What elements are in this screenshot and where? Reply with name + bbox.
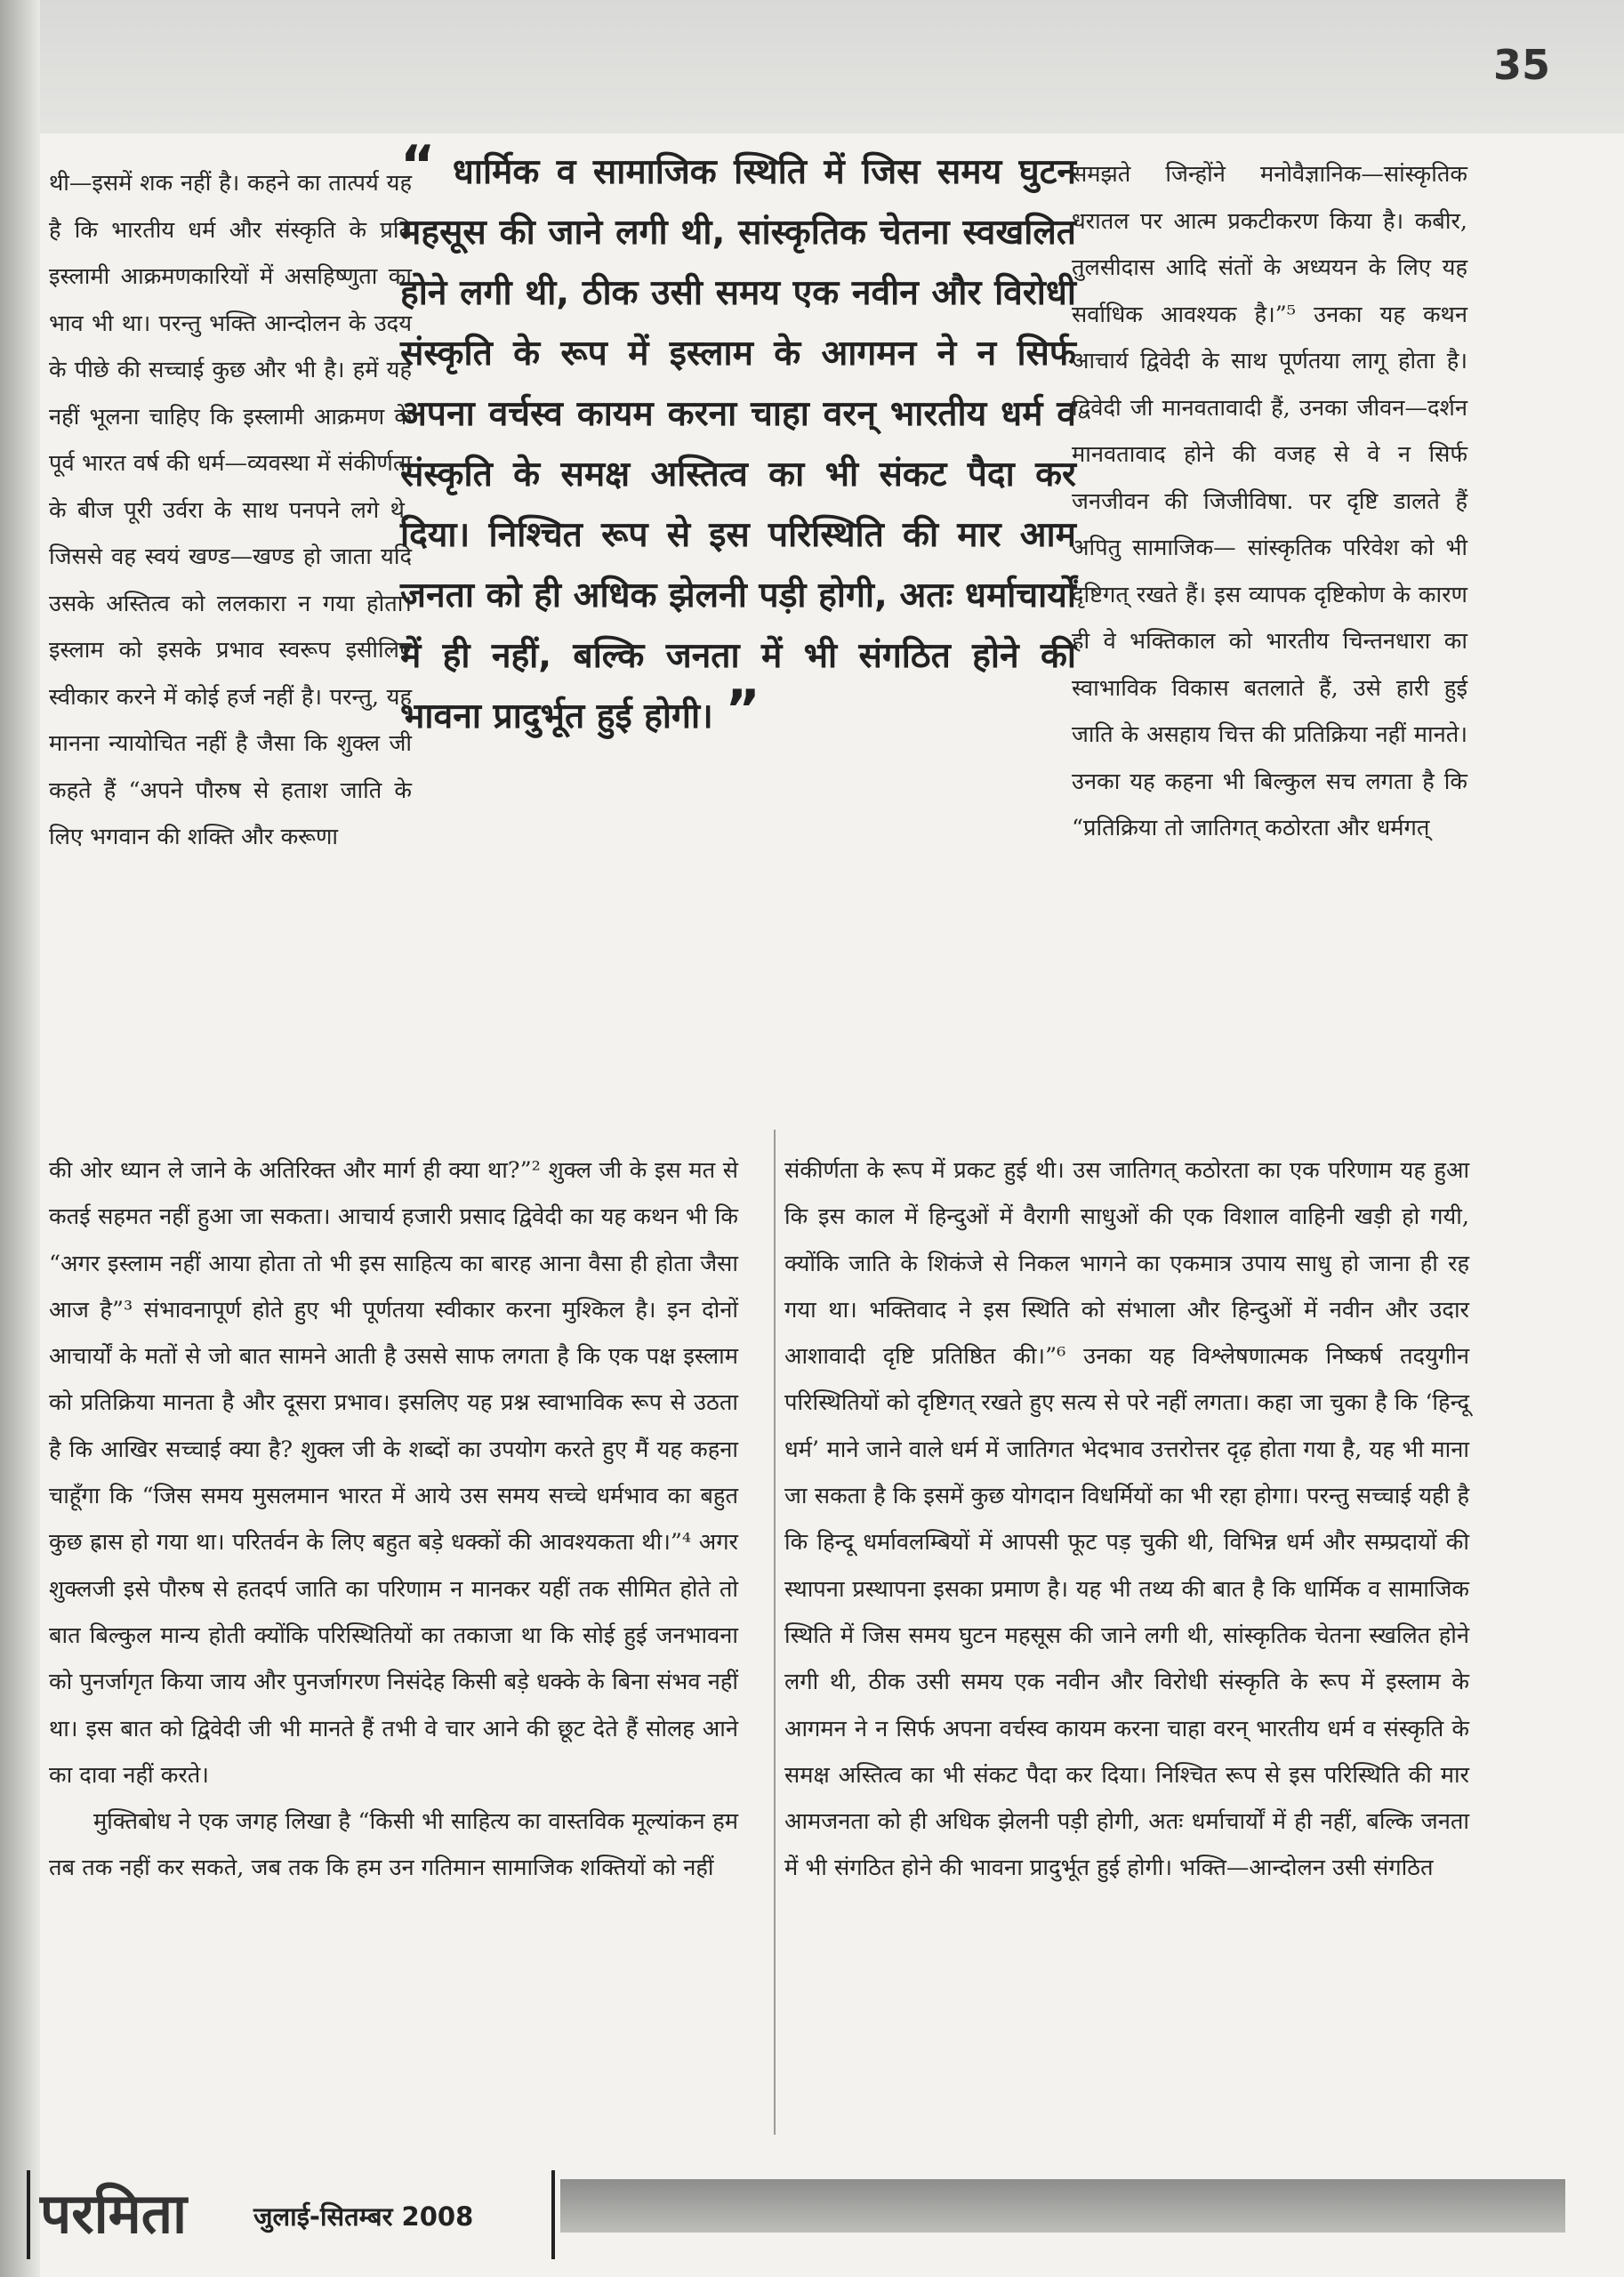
close-quote-icon: ” xyxy=(725,679,760,741)
column-left-bottom xyxy=(49,1147,738,1892)
footer-divider xyxy=(27,2170,30,2259)
column-divider xyxy=(774,1130,776,2135)
paragraph: की ओर ध्यान ले जाने के अतिरिक्त और मार्ग ही क्या था?”² शुक्ल जी के इस मत से कतई सहमत नहीं हुआ जा सकता। आचार्य हजारी प्रसाद द्विवेदी का यह कथन भी कि “अगर इस्लाम नहीं आया होता तो भी इस साहित्य का बारह आना वैसा ही होता जैसा आज है”³ संभावनापूर्ण होते हुए भी पूर्णतया स्वीकार करना मुश्किल है। इन दोनों आचार्यों के मतों से जो बात सामने आती है उससे साफ लगता है कि एक पक्ष इस्लाम को प्रतिक्रिया मानता है और दूसरा प्रभाव। इसलिए यह प्रश्न स्वाभाविक रूप से उठता है कि आखिर सच्चाई क्या है? शुक्ल जी के शब्दों का उपयोग करते हुए मैं यह कहना चाहूँगा कि “जिस समय मुसलमान भारत में आये उस समय सच्चे धर्मभाव का बहुत कुछ ह्रास हो गया था। परितर्वन के लिए बहुत बड़े धक्कों की आवश्यकता थी।”⁴ अगर शुक्लजी इसे पौरुष से हतदर्प जाति का परिणाम न मानकर यहीं तक सीमित होते तो बात बिल्कुल मान्य होती क्योंकि परिस्थितियों का तकाजा था कि सोई हुई जनभावना को पुनर्जागृत किया जाय और पुनर्जागरण निसंदेह किसी बड़े धक्के के बिना संभव नहीं था। इस बात को द्विवेदी जी भी मानते हैं तभी वे चार आने की छूट देते हैं सोलह आने का दावा नहीं करते। xyxy=(49,1157,738,1789)
open-quote-icon: “ xyxy=(400,134,436,197)
paragraph: मुक्तिबोध ने एक जगह लिखा है “किसी भी साहित्य का वास्तविक मूल्यांकन हम तब तक नहीं कर सकते, जब तक कि हम उन गतिमान सामाजिक शक्तियों को नहीं xyxy=(49,1808,738,1882)
page-number: 35 xyxy=(1492,41,1550,89)
column-right-bottom xyxy=(784,1147,1469,1892)
paragraph: संकीर्णता के रूप में प्रकट हुई थी। उस जातिगत् कठोरता का एक परिणाम यह हुआ कि इस काल में हिन्दुओं में वैरागी साधुओं की एक विशाल वाहिनी खड़ी हो गयी, क्योंकि जाति के शिकंजे से निकल भागने का एकमात्र उपाय साधु हो जाना ही रह गया था। भक्तिवाद ने इस स्थिति को संभाला और हिन्दुओं में नवीन और उदार आशावादी दृष्टि प्रतिष्ठित की।”⁶ उनका यह विश्लेषणात्मक निष्कर्ष तदयुगीन परिस्थितियों को दृष्टिगत् रखते हुए सत्य से परे नहीं लगता। कहा जा चुका है कि ‘हिन्दू धर्म’ माने जाने वाले धर्म में जातिगत भेदभाव उत्तरोत्तर दृढ़ होता गया है, यह भी माना जा सकता है कि इसमें कुछ योगदान विधर्मियों का भी रहा होगा। परन्तु सच्चाई यही है कि हिन्दू धर्मावलम्बियों में आपसी फूट पड़ चुकी थी, विभिन्न धर्म और सम्प्रदायों की स्थापना प्रस्थापना इसका प्रमाण है। यह भी तथ्य की बात है कि धार्मिक व सामाजिक स्थिति में जिस समय घुटन महसूस की जाने लगी थी, सांस्कृतिक चेतना स्खलित होने लगी थी, ठीक उसी समय एक नवीन और विरोधी संस्कृति के रूप में इस्लाम के आगमन ने न सिर्फ अपना वर्चस्व कायम करना चाहा वरन् भारतीय धर्म व संस्कृति के समक्ष अस्तित्व का भी संकट पैदा कर दिया। निश्चित रूप से इस परिस्थिति की मार आमजनता को ही अधिक झेलनी पड़ी होगी, अतः धर्माचार्यों में ही नहीं, बल्कि जनता में भी संगठित होने की भावना प्रादुर्भूत हुई होगी। भक्ति—आन्दोलन उसी संगठित xyxy=(784,1157,1469,1882)
issue-date: जुलाई-सितम्बर 2008 xyxy=(253,2201,474,2232)
pull-quote-text: धार्मिक व सामाजिक स्थिति में जिस समय घुटन महसूस की जाने लगी थी, सांस्कृतिक चेतना स्वखलित होने लगी थी, ठीक उसी समय एक नवीन और विरोधी संस्कृति के रूप में इस्लाम के आगमन ने न सिर्फ अपना वर्चस्व कायम करना चाहा वरन् भारतीय धर्म व संस्कृति के समक्ष अस्तित्व का भी संकट पैदा कर दिया। निश्चित रूप से इस परिस्थिति की मार आम जनता को ही अधिक झेलनी पड़ी होगी, अतः धर्माचार्यों में ही नहीं, बल्कि जनता में भी संगठित होने की भावना प्रादुर्भूत हुई होगी। xyxy=(400,152,1077,736)
paragraph: समझते जिन्होंने मनोवैज्ञानिक—सांस्कृतिक धरातल पर आत्म प्रकटीकरण किया है। कबीर, तुलसीदास आदि संतों के अध्ययन के लिए यह सर्वाधिक आवश्यक है।”⁵ उनका यह कथन आचार्य द्विवेदी के साथ पूर्णतया लागू होता है। द्विवेदी जी मानवतावादी हैं, उनका जीवन—दर्शन मानवतावाद होने की वजह से वे न सिर्फ जनजीवन की जिजीविषा. पर दृष्टि डालते हैं अपितु सामाजिक— सांस्कृतिक परिवेश को भी दृष्टिगत् रखते हैं। इस व्यापक दृष्टिकोण के कारण ही वे भक्तिकाल को भारतीय चिन्तनधारा का स्वाभाविक विकास बतलाते हैं, उसे हारी हुई जाति के असहाय चित्त की प्रतिक्रिया नहीं मानते। उनका यह कहना भी बिल्कुल सच लगता है कि “प्रतिक्रिया तो जातिगत् कठोरता और धर्मगत् xyxy=(1072,161,1467,841)
pull-quote xyxy=(400,134,1077,747)
footer-divider xyxy=(551,2170,555,2259)
paragraph: थी—इसमें शक नहीं है। कहने का तात्पर्य यह है कि भारतीय धर्म और संस्कृति के प्रति इस्लामी आक्रमणकारियों में असहिष्णुता का भाव भी था। परन्तु भक्ति आन्दोलन के उदय के पीछे की सच्चाई कुछ और भी है। हमें यह नहीं भूलना चाहिए कि इस्लामी आक्रमण के पूर्व भारत वर्ष की धर्म—व्यवस्था में संकीर्णता के बीज पूरी उर्वरा के साथ पनपने लगे थे, जिससे वह स्वयं खण्ड—खण्ड हो जाता यदि उसके अस्तित्व को ललकारा न गया होता। इस्लाम को इसके प्रभाव स्वरूप इसीलिए स्वीकार करने में कोई हर्ज नहीं है। परन्तु, यह मानना न्यायोचित नहीं है जैसा कि शुक्ल जी कहते हैं “अपने पौरुष से हताश जाति के लिए भगवान की शक्ति और करूणा xyxy=(49,170,412,850)
page-footer xyxy=(0,2161,1624,2277)
page-header-band xyxy=(0,0,1624,133)
page-spine-shadow xyxy=(0,0,40,2277)
footer-band xyxy=(560,2179,1565,2233)
column-left-top xyxy=(49,160,412,861)
column-right-top xyxy=(1072,151,1467,852)
magazine-title: परमिता xyxy=(40,2181,188,2246)
